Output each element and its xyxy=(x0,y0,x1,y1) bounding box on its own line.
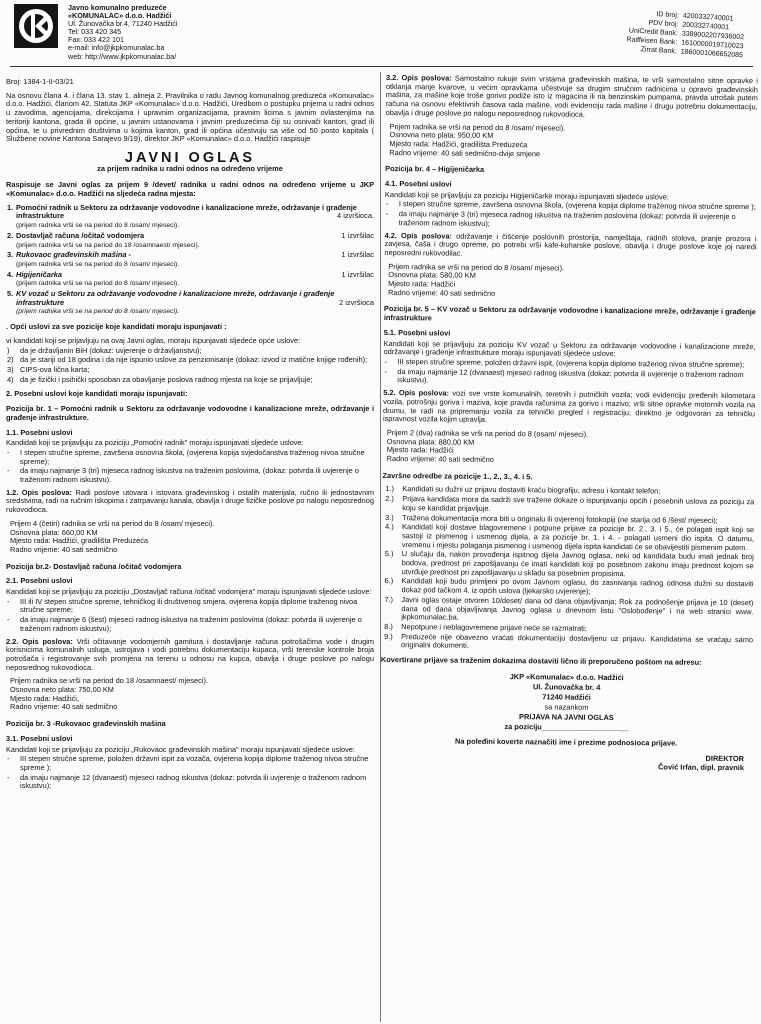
submission-address: JKP «Komunalac» d.o.o. Hadžići Ul. Žunovačka br. 4 71240 Hadžići sa nazankom PRIJAVA NA JAVNI OGLAS za poziciju_____________________ xyxy=(504,671,629,732)
list-item: - da imaju najmanje 12 (dvanaest) mjeseci radnog iskustva (dokaz: potvrda ili uvjerenje o traženom radnom iskustvu); xyxy=(7,772,367,791)
list-item: 1.) Kandidati su dužni uz prijavu dostaviti kraću biografiju, adresu i kontakt telefon; xyxy=(385,484,661,496)
list-item: - da imaju najmanje 3 (tri) mjeseca radnog iskustva na traženim poslovima (dokaz: potvrda ili uvjerenje o traženom radnom iskustvu); xyxy=(385,209,736,228)
company-tel: Tel: 033 420 345 xyxy=(68,27,122,37)
pozicija-1-subheading: 1.1. Posebni uslovi xyxy=(6,427,73,437)
list-item: 7.) Javni oglas ostaje otvoren 10/deset/ dana od dana objavljivanja; Rok za podnošenje prijava je 10 (deset) dana od dana objavljivanja Javnog oglasa u dnevnom listu "Oslobođenje" i na web stranici www. jkpkomunalac.ba. xyxy=(384,594,754,622)
list-item: 3) CIPS-ova lična karta; xyxy=(7,364,90,374)
opci-uslovi-list xyxy=(6,347,374,385)
pozicija-4-heading: Pozicija br. 4 – Higijeničarka xyxy=(385,164,485,175)
list-item: - da imaju najmanje 6 (šest) mjeseci radnog iskustva na traženim poslovima (dokaz: potvrda ili uvjerenje o traženom radnom iskustvu); xyxy=(7,615,362,633)
pozicija-1-intro: Kandidati koji se prijavljuju za poziciju „Pomoćni radnik" moraju ispunjavati sljedeće uslove: xyxy=(6,438,304,448)
list-item: 4) da je fizički i psihički sposoban za obavljanje poslova radnog mjesta na koje se prijavljuje; xyxy=(7,374,313,384)
header-divider xyxy=(10,66,753,67)
column-divider xyxy=(380,72,381,1022)
pozicija-2-list xyxy=(6,598,374,634)
zavrsne-odredbe-list xyxy=(381,485,754,653)
pozicija-4-opis: 4.2. Opis poslova: održavanje i čišćenje poslovnih prostorija, namještaja, radnih stolova, pranje prozora i zavjesa, čaša i drugo opreme, po potrebi vrši kafe-kuharske poslove, obavlja i druge poslove koje joj naredi neposredni rukovodilac. xyxy=(384,230,757,258)
pozicija-3-details: Prijem radnika se vrši na period do 8 /osam/ mjeseci). Osnovna neto plata: 950,00 KM Mjesto rada: Hadžići, gradilišta Preduzeća Radno vrijeme: 40 sati sedmično-dvije smjene xyxy=(389,121,566,158)
pozicija-2-details: Prijem radnika se vrši na period do 18 /osamnaest/ mjeseci). Osnovna neto plata: 750,00 KM Mjesto rada: Hadžići, Radno vrijeme: 40 sati sedmično xyxy=(10,676,208,712)
pozicija-2-intro: Kandidati koji se prijavljuju za poziciju „Dostavljač računa /očitač vodomjera" moraju ispunjavati sljedeće uslove: xyxy=(6,587,372,597)
list-item: ) da je državljanin BiH (dokaz: uvjerenje o državljanstvu); xyxy=(7,345,202,355)
pozicija-5-opis: 5.2. Opis poslova: vozi sve vrste komunalnih, teretnih i putničkih vozila; vodi evidenciju pređenih kilometara vozila, potrošnju goriva i maziva, koje pravda računima za gorivo i mazivo; vrši sitne opravke motornih vozila na drumu, te radi na pripremanju vozila za tehnički pregled i registraciju; direktno je odgovoran za tehničku ispravnost vozila kojim upravlja. xyxy=(382,388,756,425)
list-item: - III stepen stručne spreme, položen državni ispit za vozača, ovjerena kopija diplome traženog nivoa stručne spreme ); xyxy=(7,754,369,772)
opci-uslovi-intro: vi kandidati koji se prijavljuju na ovaj Javni oglas, moraju ispunjavati sljedeće opće uslove: xyxy=(6,335,301,345)
document-subtitle: za prijem radnika u radni odnos na određeno vrijeme xyxy=(97,163,283,173)
list-item: - da imaju najmanje 12 (dvanaest) mjeseci radnog iskustva (dokaz: potvrda ili uvjerenje o traženom radnom iskustvu). xyxy=(384,366,744,385)
pozicija-4-list xyxy=(385,200,757,230)
id-row: ID broj: 4200332740001 xyxy=(656,11,734,23)
koverte-paragraph: Kovertirane prijave sa traženim dokazima dostaviti lično ili preporučeno poštom na adresu: xyxy=(380,655,702,667)
position-item: 5. KV vozač u Sektoru za održavanje vodovodne i kanalizacione mreže, održavanje i građenje infrastrukture 2 izvršioca (prijem radnika vrši se na period do 8 /osam/ mjeseci). xyxy=(7,289,374,316)
position-item: 2. Dostavljač računa /očitač vodomjera 1 izvršilac (prijem radnika vrši se na period do 18 /osamnaest/ mjeseci). xyxy=(7,230,374,249)
raiffeisen-row: Raiffeisen Bank: 1610000019710023 xyxy=(626,36,744,51)
company-address: Ul. Žunovačka br.4, 71240 Hadžići xyxy=(68,19,178,29)
position-item: 1. Pomoćni radnik u Sektoru za održavanje vodovodne i kanalizacione mreže, održavanje i građenje infrastrukture 4 izvršioca. (prijem radnika vrši se na period do 8 /osam/ mjeseci). xyxy=(7,202,374,230)
pozicija-3-intro: Kandidati koji se prijavljuju za poziciju „Rukovaoc građevinskih mašina" moraju ispunjavati sljedeće uslove: xyxy=(6,744,355,754)
list-item: - I stepen stručne spreme, završena osnovna škola, (ovjerena kopija svjedočanstva traženog nivoa stručne spreme); xyxy=(7,447,365,466)
zavrsne-odredbe-heading: Završne odredbe za pozicije 1., 2., 3., 4. i 5. xyxy=(382,470,533,482)
pozicija-5-list xyxy=(383,358,755,388)
company-web: web: http://www.jkpkomunalac.ba/ xyxy=(68,51,177,61)
pozicija-4-intro: Kandidati koji se prijavljuju za poziciju Higijeničarke moraju ispunjavati sljedeće uslove: xyxy=(384,189,669,202)
unicredit-row: UniCredit Bank: 3389002207936002 xyxy=(628,27,745,42)
poledina-note: Na poleđini koverte naznačiti ime i prezime podnosioca prijave. xyxy=(455,736,678,748)
positions-list xyxy=(6,204,374,317)
signature-title: DIREKTOR xyxy=(705,754,745,764)
company-info xyxy=(68,4,177,61)
list-item: 3.) Tražena dokumentacija mora biti u originalu ili ovjerenoj fotokopiji (ne starija od 6 /šest/ mjeseci); xyxy=(385,512,718,525)
pozicija-3-subheading: 3.1. Posebni uslovi xyxy=(6,733,73,743)
pozicija-2-heading: Pozicija br.2- Dostavljač računa /očitač vodomjera xyxy=(6,561,182,571)
position-item: 3. Rukovaoc građevinskih mašina - 1 izvršilac (prijem radnika vrši se na period do 8 /osam/ mjeseci). xyxy=(7,250,374,268)
company-email: e-mail: info@jkpkomunalac.ba xyxy=(68,43,165,53)
company-ids xyxy=(595,7,757,61)
company-fax: Fax: 033 422 101 xyxy=(68,35,124,45)
pozicija-3-opis: 3.2. Opis poslova: Samostalno rukuje svim vrstama građevinskih mašina, te vrši samostalno sitne opravke i otklanja manje kvarove, u većim opravkama učestvuje sa drugim stručnim radnicima u opravci građevinskih mašina, za mašine koje troše gorivo podiže isto iz magacina ili na benzinskim pumpama, pravda utrošak putem računa na osnovu efektivnih časova rada mašine, vodi evidenciju rada mašine i drugu potrebnu dokumentaciju, obavlja i druge poslove po nalogu neposrednog rukovodioca. xyxy=(385,73,758,119)
list-item: 4.) Kandidati koji dostave blagovremene i potpune prijave za pozicije br. 2., 3. i 5., će polagati ispit koji se sastoji iz pismenog i usmenog dijela, a za pozicije br. 1. i 4. - polagati usmeni dio ispita. O datumu, vremenu i mjestu polaganja pismenog i usmenog dijela ispita kandidati će se obavijestiti pismenim putem. xyxy=(385,522,755,552)
intro-paragraph: Na osnovu člana 4. i člana 13. stav 1. alineja 2. Pravilnika o radu Javnog komunalnog preduzeća «Komunalac» d.o.o. Hadžići, članom 42. Statuta JKP «Komunalac» d.o.o. Hadžići, Uredbom o postupku prijema u radni odnos u zavodima, agencijama, direkcijama i upravnim organizacijama, pravnim licima s javnim ovlastenjima na teritoriji kantona, grada ili općine, u javnim ustanovama i javnim preduzećima čiji su osnivači kanton, grad ili općina, te u privrednim društvima u kojima kanton, grad ili općina učestvuju sa više od 50 posto kapitala ( Službene novine Kantona Sarajevo 9/19), direktor JKP «Komunalac» d.o.o. Hadžići raspisuje xyxy=(6,90,374,144)
pozicija-4-details: Prijem radnika se vrši na period do 8 /osam/ mjeseci). Osnovna plata: 580,00 KM Mjesto rada: Hadžići Radno vrijeme: 40 sati sedmično xyxy=(388,261,565,298)
pozicija-2-opis: 2.2. Opis poslova: Vrši očitavanje vodomjernih gamitura i dostavljanje računa potrošačima vode i drugim korisnicima komunalnih usluga, ustrojava i vodi potrebnu dokumentaciju kupaca, vrši terenske kontrole broja potrošača i registrovanje svih promjena na terenu u odnosu na kupca, obavlja i druge poslove po nalogu neposrednog rukovodioca. xyxy=(6,636,374,672)
list-item: 8.) Nepotpune i neblagovremene prijave neće se razmatrati; xyxy=(384,621,587,633)
pozicija-1-opis: 1.2. Opis poslova: Radi poslove utovara i istovara građevinskog i ostalih materijala, ručno ili jednostavnim sredstvima, radi na ručnim iskopima i zatrpavanju kanala, obavlja i druge fizičke poslove po nalogu neposrednog rukovodioca. xyxy=(6,487,375,515)
komunalac-logo-icon xyxy=(14,4,58,48)
posebni-uslovi-heading: 2. Posebni uslovi koje kandidati moraju ispunjavati: xyxy=(6,389,188,399)
list-item: - da imaju najmanje 3 (tri) mjeseca radnog iskustva na traženim poslovima, (dokaz: potvrda ili uvjerenje o traženom radnom iskustvu). xyxy=(7,466,359,485)
pozicija-5-intro: Kandidati koji se prijavljuju za poziciju KV vozač u Sektoru za održavanje vodovodne i kanalizacione mreže, održavanje i građenje infrastrukture moraju ispunjavati sljedeće uslove: xyxy=(383,338,756,359)
position-item: 4. Higijeničarka 1 izvršilac (prijem radnika vrši se na period do 8 /osam/ mjeseci). xyxy=(7,269,374,288)
opci-uslovi-heading: . Opći uslovi za sve pozicije koje kandidati moraju ispunjavati : xyxy=(6,322,227,332)
list-item: - I stepen stručne spreme, završena osnovna škola, (ovjerena kopija diplome traženog nivoa stručne spreme ); xyxy=(385,199,756,212)
pozicija-3-heading: Pozicija br. 3 -Rukovaoc građevinskih mašina xyxy=(6,719,166,729)
signature-block xyxy=(380,751,752,772)
list-item: - III stepen stručne spreme, položen državni ispit, (ovjerena kopija diplome traženog nivoa stručne spreme); xyxy=(384,356,745,370)
pozicija-1-heading: Pozicija br. 1 – Pomoćni radnik u Sektoru za održavanje vodovodne i kanalizacione mreže, održavanje i građenje infrastrukture. xyxy=(6,404,374,422)
list-item: 6.) Kandidati koji budu primljeni po ovom Javnom oglasu, do zasnivanja radnog odnosa dužni su dostaviti dokaz pod tačkom 4. iz općih uslova (ljekarsko uvjerenje); xyxy=(384,576,754,596)
company-name: «KOMUNALAC» d.o.o. Hadžići xyxy=(68,11,172,21)
pozicija-5-heading: Pozicija br. 5 – KV vozač u Sektoru za održavanje vodovodne i kanalizacione mreže, održavanje i građenje infrastrukture xyxy=(383,304,756,323)
pozicija-3-list xyxy=(6,755,374,791)
document-title: JAVNI OGLAS xyxy=(124,149,256,166)
document-number: Broj: 1384-1-II-03/21 xyxy=(6,77,74,86)
pozicija-5-details: Prijem 2 (dva) radnika se vrši na period do 8 (osam/ mjeseci). Osnovna plata: 880,00 KM Mjesto rada: Hadžići Radno vrijeme: 40 sati sedmično xyxy=(386,427,589,464)
pozicija-4-subheading: 4.1. Posebni uslovi xyxy=(385,179,452,189)
right-column xyxy=(380,74,758,773)
pozicija-2-subheading: 2.1. Posebni uslovi xyxy=(6,576,73,586)
list-item: 9.) Preduzeće nije obavezno vraćati dokumentaciju dostavljenu uz prijavu. Kandidatima se vraćaju samo originalni dokumenti. xyxy=(384,631,754,651)
list-item: 5.) U slučaju da, nakon provođenja ispitnog dijela Javnog oglasa, neki od kandidata budu imali jednak broj bodova, prednost pri zapošljavanju će imati kandidati koji po posebnom zakonu imaju prednost kojom se utvrđuje prednost pri zapošljavanju u skladu sa posebnim propisima. xyxy=(384,549,754,578)
list-item: 2) da je stariji od 18 godina i da nije ispunio uslove za penzionisanje (dokaz: izvod iz matične knjige rođenih); xyxy=(7,355,368,365)
list-item: - III ili IV stepen stručne spreme, tehničkog ili društvenog smjera, ovjerena kopija diplome traženog nivoa stručne spreme; xyxy=(7,596,358,615)
pdv-row: PDV broj: 200332740001 xyxy=(648,19,730,32)
pozicija-1-details: Prijem 4 (četiri) radnika se vrši na period do 8 /osam/ mjeseci). Osnovna plata: 660,00 KM Mjesto rada: Hadžići, gradilišta Preduzeća Radno vrijeme: 40 sati sedmično xyxy=(10,518,215,554)
raspisuje-paragraph: Raspisuje se Javni oglas za prijem 9 /devet/ radnika u radni odnos na određeno vrijeme u JKP «Komunalac» d.o.o. Hadžići na sljedeća radna mjesta: xyxy=(6,180,374,199)
pozicija-5-subheading: 5.1. Posebni uslovi xyxy=(383,327,451,338)
signature-name: Čović Irfan, dipl. pravnik xyxy=(658,762,744,773)
list-item: 2.) Prijava kandidata mora da sadrži sve tražene dokaze o ispunjavanju općih i posebnih uslova za poziciju za koju se kandidat prijavljuje. xyxy=(385,494,755,513)
company-line: Javno komunalno preduzeće xyxy=(68,3,167,12)
pozicija-1-list xyxy=(6,449,374,485)
left-column xyxy=(6,78,374,795)
zirrat-row: Zirrat Bank: 1860001066652085 xyxy=(640,46,744,60)
